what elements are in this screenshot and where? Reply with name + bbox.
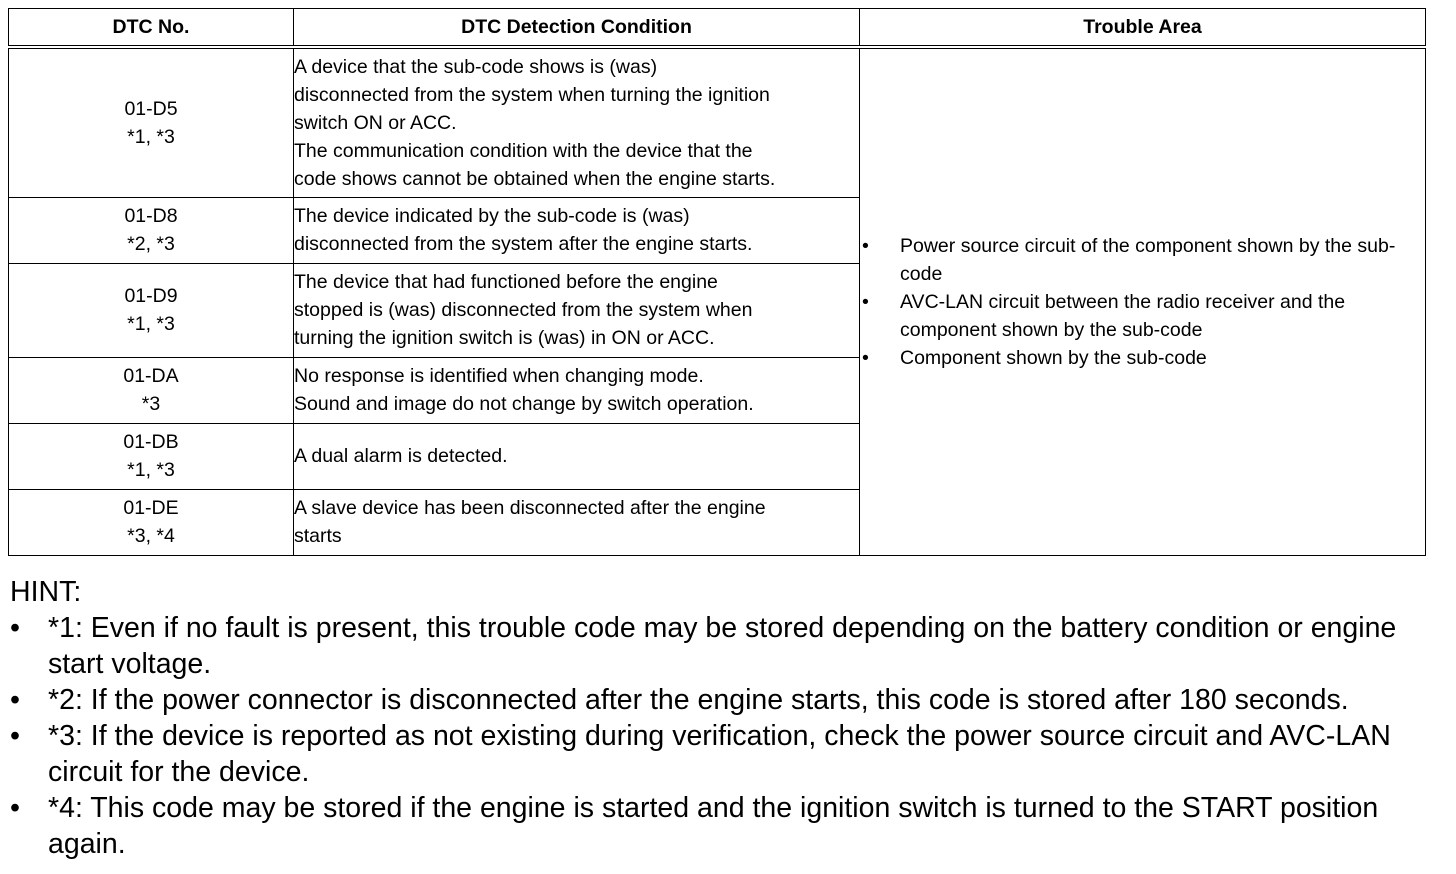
dtc-code-cell xyxy=(9,197,294,263)
trouble-area-item xyxy=(860,344,1425,372)
bullet-icon: • xyxy=(10,720,20,752)
condition-line: Sound and image do not change by switch operation. xyxy=(294,393,754,415)
hint-title: HINT: xyxy=(10,576,82,608)
header-dtc-no: DTC No. xyxy=(9,9,294,48)
condition-line: A dual alarm is detected. xyxy=(294,445,508,467)
trouble-area-list xyxy=(860,232,1425,372)
detection-condition-cell xyxy=(294,489,860,555)
condition-line: The device indicated by the sub-code is (was) xyxy=(294,205,690,227)
dtc-code: 01-D9 xyxy=(124,285,178,307)
detection-condition-cell xyxy=(294,423,860,489)
trouble-area-item xyxy=(860,288,1425,344)
trouble-area-text: Component shown by the sub-code xyxy=(900,346,1207,369)
hint-text: *3: If the device is reported as not existing during verification, check the power source circuit and AVC-LAN circuit for the device. xyxy=(48,720,1391,788)
dtc-notes: *1, *3 xyxy=(127,459,175,481)
dtc-code-cell xyxy=(9,357,294,423)
hint-section xyxy=(10,574,1440,862)
dtc-code-cell xyxy=(9,489,294,555)
dtc-notes: *2, *3 xyxy=(127,233,175,255)
bullet-icon: • xyxy=(862,290,869,313)
hint-item xyxy=(10,610,1440,682)
hint-text: *1: Even if no fault is present, this trouble code may be stored depending on the battery condition or engine start voltage. xyxy=(48,612,1397,680)
dtc-notes: *3 xyxy=(141,393,161,415)
condition-line: No response is identified when changing mode. xyxy=(294,365,704,387)
detection-condition-cell xyxy=(294,197,860,263)
header-detection-condition: DTC Detection Condition xyxy=(294,9,860,48)
condition-line: disconnected from the system after the engine starts. xyxy=(294,233,753,255)
hint-item xyxy=(10,718,1440,790)
condition-line: turning the ignition switch is (was) in ON or ACC. xyxy=(294,327,715,349)
condition-line: A device that the sub-code shows is (was) xyxy=(294,55,658,78)
table-row xyxy=(9,47,1426,197)
dtc-code: 01-DA xyxy=(123,365,179,387)
trouble-area-item xyxy=(860,232,1425,288)
trouble-area-text: AVC-LAN circuit between the radio receiver and the component shown by the sub-code xyxy=(900,290,1346,341)
detection-condition-cell xyxy=(294,263,860,357)
table-header-row xyxy=(9,9,1426,48)
condition-line: code shows cannot be obtained when the engine starts. xyxy=(294,167,776,190)
detection-condition-cell xyxy=(294,47,860,197)
dtc-code: 01-DE xyxy=(123,497,179,519)
detection-condition-cell xyxy=(294,357,860,423)
bullet-icon: • xyxy=(862,346,869,369)
bullet-icon: • xyxy=(10,612,20,644)
condition-line: A slave device has been disconnected after the engine xyxy=(294,497,766,519)
dtc-notes: *1, *3 xyxy=(127,125,175,148)
dtc-notes: *1, *3 xyxy=(127,313,175,335)
condition-line: The device that had functioned before the engine xyxy=(294,271,718,293)
hint-item xyxy=(10,790,1440,862)
condition-line: switch ON or ACC. xyxy=(294,111,457,134)
hint-text: *4: This code may be stored if the engine is started and the ignition switch is turned to the START position again. xyxy=(48,792,1379,860)
header-trouble-area: Trouble Area xyxy=(860,9,1426,48)
dtc-code-cell xyxy=(9,423,294,489)
trouble-area-cell xyxy=(860,47,1426,555)
dtc-code: 01-D5 xyxy=(124,97,178,120)
dtc-notes: *3, *4 xyxy=(127,525,175,547)
condition-line: The communication condition with the device that the xyxy=(294,139,753,162)
hint-item xyxy=(10,682,1440,718)
trouble-area-text: Power source circuit of the component shown by the sub-code xyxy=(900,234,1396,285)
condition-line: disconnected from the system when turning the ignition xyxy=(294,83,770,106)
dtc-code: 01-DB xyxy=(123,431,179,453)
condition-line: starts xyxy=(294,525,342,547)
bullet-icon: • xyxy=(10,792,20,824)
dtc-code: 01-D8 xyxy=(124,205,178,227)
dtc-table xyxy=(8,8,1426,556)
dtc-code-cell xyxy=(9,263,294,357)
condition-line: stopped is (was) disconnected from the system when xyxy=(294,299,753,321)
dtc-code-cell xyxy=(9,47,294,197)
bullet-icon: • xyxy=(10,684,20,716)
hint-list xyxy=(10,610,1440,862)
hint-text: *2: If the power connector is disconnected after the engine starts, this code is stored after 180 seconds. xyxy=(48,684,1349,716)
bullet-icon: • xyxy=(862,234,869,257)
